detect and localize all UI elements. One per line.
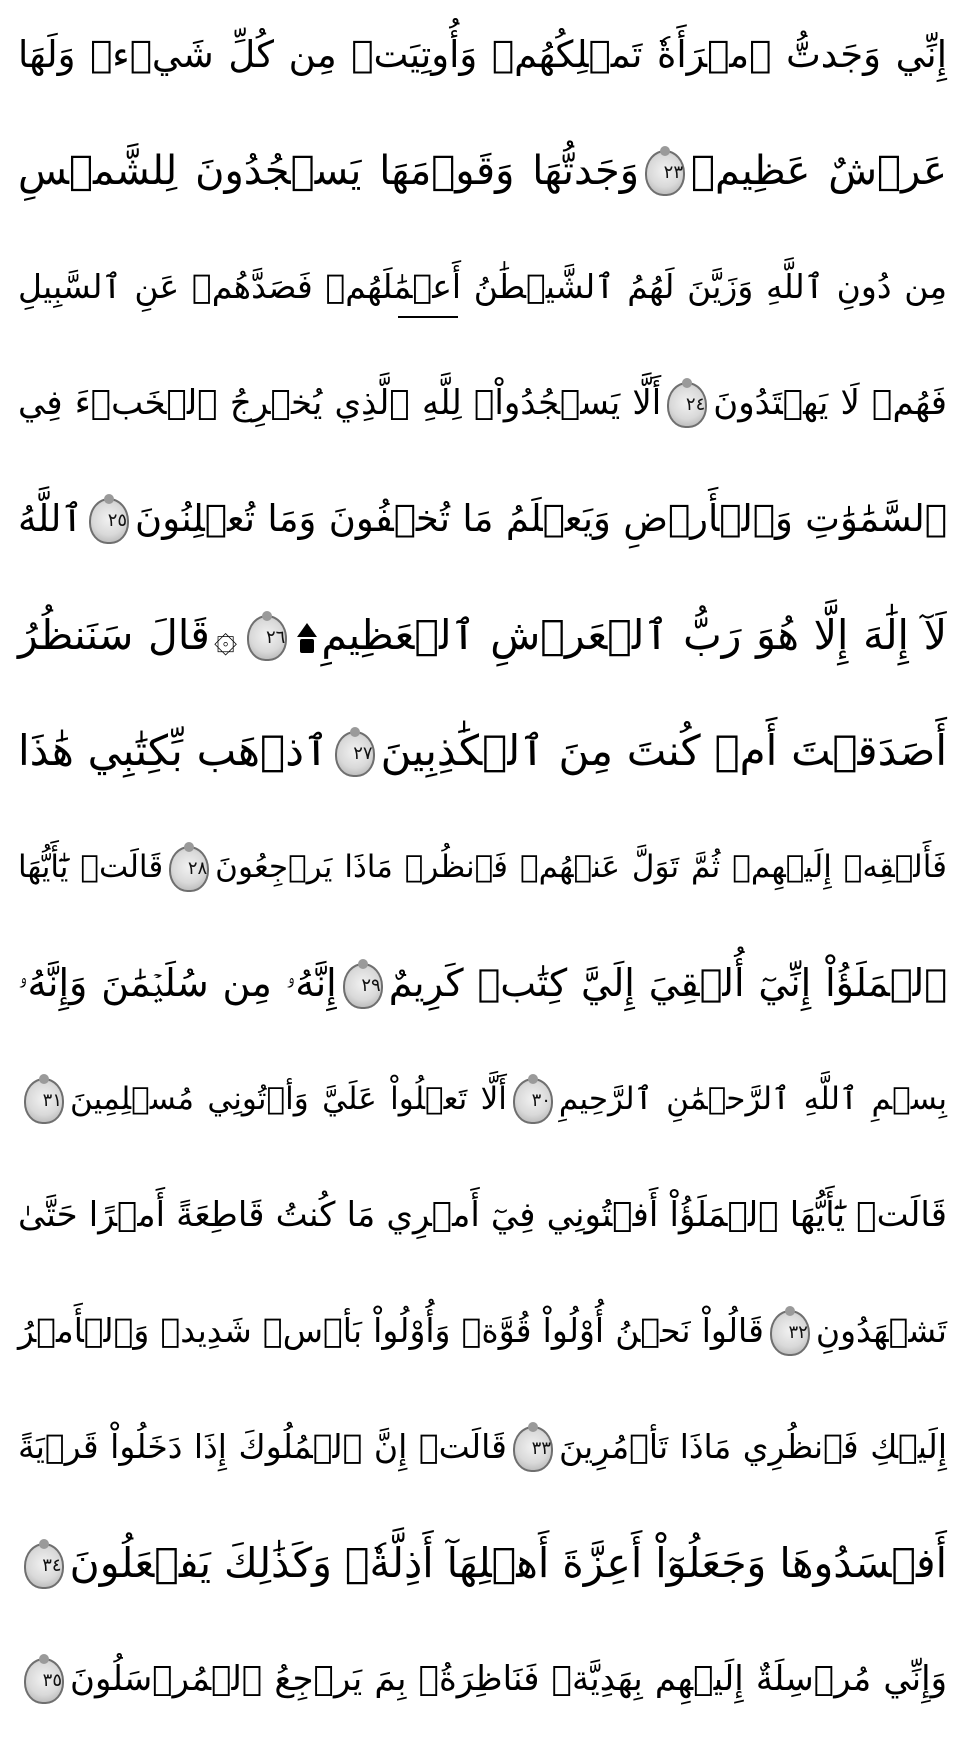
verse-text: وَإِنِّي مُرۡسِلَةٌ إِلَيۡهِم بِهَدِيَّةٖ فَنَاظِرَةُۢ بِمَ يَرۡجِعُ ٱلۡمُرۡسَلُونَ	[70, 1659, 947, 1699]
ayah-number: ٢٧	[353, 742, 373, 764]
rub-el-hizb-icon: ۞	[213, 615, 238, 661]
quran-line-5	[18, 464, 947, 574]
ayah-number-marker-icon	[513, 1078, 553, 1124]
ayah-number-marker-icon	[513, 1426, 553, 1472]
quran-line-8	[18, 812, 947, 922]
quran-line-10	[18, 1044, 947, 1154]
verse-text: ٱذۡهَب بِّكِتَٰبِي هَٰذَا	[18, 726, 329, 775]
ayah-number: ٣٤	[42, 1555, 62, 1576]
verse-text: فَأَلۡقِهۡ إِلَيۡهِمۡ ثُمَّ تَوَلَّ عَنۡهُمۡ فَٱنظُرۡ مَاذَا يَرۡجِعُونَ	[215, 849, 948, 885]
verse-text: إِنَّهُۥ مِن سُلَيۡمَٰنَ وَإِنَّهُۥ	[18, 961, 337, 1005]
quran-line-2	[18, 116, 947, 226]
waqf-overline-mark	[398, 316, 458, 318]
ayah-number: ٣١	[42, 1089, 62, 1111]
verse-text: قَالَتۡ يَٰٓأَيُّهَا ٱلۡمَلَؤُاْ أَفۡتُونِي فِيٓ أَمۡرِي مَا كُنتُ قَاطِعَةً أَمۡرًا حَتَّىٰ	[18, 1195, 947, 1235]
verse-text: ٱلسَّمَٰوَٰتِ وَٱلۡأَرۡضِ وَيَعۡلَمُ مَا تُخۡفُونَ وَمَا تُعۡلِنُونَ	[135, 497, 947, 540]
quran-line-13	[18, 1392, 947, 1502]
ayah-number-marker-icon	[169, 846, 209, 892]
sajda-mark-icon	[297, 623, 317, 653]
ayah-number-marker-icon	[24, 1078, 64, 1124]
verse-text: أَلَّا يَسۡجُدُواْۤ لِلَّهِ ٱلَّذِي يُخۡرِجُ ٱلۡخَبۡءَ فِي	[18, 383, 662, 423]
ayah-number: ٣٥	[42, 1669, 62, 1691]
verse-text: قَالَتۡ إِنَّ ٱلۡمُلُوكَ إِذَا دَخَلُواْ قَرۡيَةً	[18, 1427, 507, 1466]
verse-text: ٱللَّهُ	[18, 497, 84, 540]
verse-text: أَلَّا تَعۡلُواْ عَلَيَّ وَأۡتُونِي مُسۡلِمِينَ	[70, 1081, 507, 1117]
verse-text: قَالَتۡ يَٰٓأَيُّهَا	[18, 849, 164, 885]
verse-text: إِنِّي وَجَدتُّ ٱمۡرَأَةٗ تَمۡلِكُهُمۡ وَأُوتِيَتۡ مِن كُلِّ شَيۡءٖ وَلَهَا	[18, 33, 947, 76]
ayah-number: ٢٩	[361, 974, 381, 996]
ayah-number: ٢٦	[266, 627, 286, 648]
ayah-number: ٣٢	[788, 1321, 808, 1343]
ayah-number-marker-icon	[645, 150, 685, 196]
ayah-number: ٢٤	[685, 393, 706, 415]
quran-line-3	[18, 232, 947, 342]
verse-text: أَصَدَقۡتَ أَمۡ كُنتَ مِنَ ٱلۡكَٰذِبِينَ	[380, 726, 947, 775]
verse-text: بِسۡمِ ٱللَّهِ ٱلرَّحۡمَٰنِ ٱلرَّحِيمِ	[558, 1081, 948, 1117]
quran-line-15	[18, 1624, 947, 1734]
quran-line-7	[18, 696, 947, 806]
ayah-number-marker-icon	[667, 382, 707, 428]
ayah-number-marker-icon	[247, 615, 287, 661]
quran-line-14	[18, 1508, 947, 1618]
quran-line-6	[18, 580, 947, 690]
verse-text: أَفۡسَدُوهَا وَجَعَلُوٓاْ أَعِزَّةَ أَهۡلِهَآ أَذِلَّةٗۚ وَكَذَٰلِكَ يَفۡعَلُونَ	[69, 1539, 947, 1587]
verse-text: تَشۡهَدُونِ	[815, 1311, 947, 1350]
quran-line-12	[18, 1276, 947, 1386]
verse-text: وَجَدتُّهَا وَقَوۡمَهَا يَسۡجُدُونَ لِلشَّمۡسِ	[18, 148, 640, 194]
verse-text: لَآ إِلَٰهَ إِلَّا هُوَ رَبُّ ٱلۡعَرۡشِ ٱلۡعَظِيمِ	[321, 611, 948, 659]
ayah-number-marker-icon	[89, 498, 129, 544]
quran-line-4	[18, 348, 947, 458]
ayah-number: ٣٣	[531, 1437, 551, 1459]
verse-text: عَرۡشٌ عَظِيمٞ	[691, 148, 947, 194]
verse-text: إِلَيۡكِ فَٱنظُرِي مَاذَا تَأۡمُرِينَ	[558, 1427, 947, 1466]
quran-line-1	[18, 0, 947, 110]
verse-text: ٱلۡمَلَؤُاْ إِنِّيٓ أُلۡقِيَ إِلَيَّ كِتَٰبٞ كَرِيمٌ	[388, 961, 948, 1005]
ayah-number: ٣٠	[531, 1089, 551, 1111]
verse-text: مِن دُونِ ٱللَّهِ وَزَيَّنَ لَهُمُ ٱلشَّيۡطَٰنُ أَعۡمَٰلَهُمۡ فَصَدَّهُمۡ عَنِ ٱلسَّبِيلِ	[18, 267, 947, 306]
ayah-number-marker-icon	[24, 1543, 64, 1589]
quran-line-11	[18, 1160, 947, 1270]
ayah-number-marker-icon	[343, 963, 383, 1009]
quran-line-9	[18, 928, 947, 1038]
ayah-number: ٢٥	[107, 509, 128, 531]
verse-text: قَالَ سَنَنظُرُ	[18, 611, 210, 659]
verse-text: قَالُواْ نَحۡنُ أُوْلُواْ قُوَّةٖ وَأُوْلُواْ بَأۡسٖ شَدِيدٖ وَٱلۡأَمۡرُ	[18, 1311, 764, 1350]
verse-text: فَهُمۡ لَا يَهۡتَدُونَ	[713, 383, 947, 423]
ayah-number: ٢٨	[187, 857, 208, 879]
ayah-number-marker-icon	[770, 1310, 810, 1356]
ayah-number: ٢٣	[663, 162, 684, 183]
ayah-number-marker-icon	[335, 731, 375, 777]
ayah-number-marker-icon	[24, 1658, 64, 1704]
